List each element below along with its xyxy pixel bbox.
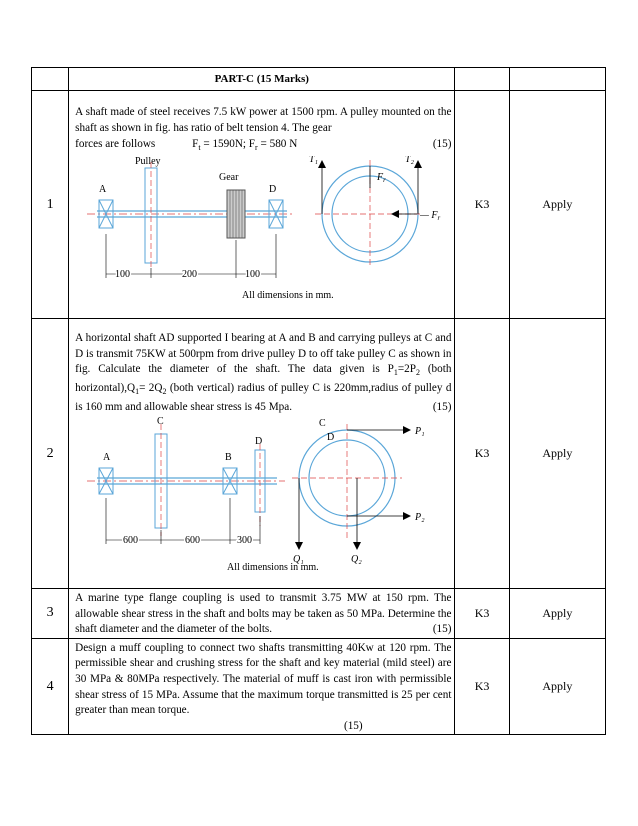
- marks: (15): [432, 623, 452, 636]
- svg-text:200: 200: [181, 268, 197, 280]
- svg-text:All dimensions in mm.: All dimensions in mm.: [241, 289, 334, 301]
- svg-text:C: C: [156, 415, 164, 427]
- svg-text:600: 600: [122, 534, 138, 546]
- question-text: A horizontal shaft AD supported I bearing at A and B and carrying pulleys at C and D is transmit 75KW at 500rpm from drive pulley D to off take pulley C as shown in fig. Calculate the diameter of the shaft. The data given is $P_1=2P_2$ (both $horizontal),Q_1= 2Q_2$ (both vertical) radius of pulley C is 220mm,radius of pulley d is 160 mm and allowable shear stress is 45 Mpa. (15): [69, 329, 454, 415]
- question-row-4: [32, 638, 606, 735]
- svg-text:— Fr: — $F_r$: [419, 209, 441, 222]
- question-cell: [69, 91, 455, 319]
- k-level: K3: [455, 589, 509, 639]
- blooms-level: Apply: [509, 589, 605, 639]
- question-cell: [69, 589, 455, 639]
- k-level: K3: [455, 91, 509, 319]
- header-row: [32, 68, 606, 91]
- svg-text:B: B: [224, 451, 232, 463]
- exam-table: [31, 67, 606, 735]
- question-cell: [69, 638, 455, 735]
- svg-text:100: 100: [114, 268, 130, 280]
- svg-text:D: D: [268, 183, 277, 195]
- header-blank-k: [455, 68, 509, 91]
- k-level: K3: [455, 638, 509, 735]
- blooms-level: Apply: [509, 319, 605, 589]
- question-text: Design a muff coupling to connect two shafts transmitting 40Kw at 120 rpm. The permissible shear and crushing stress for the shaft and key material (mild steel) are 30 MPa & 80MPa respectively. The material of muff is cast iron with permissible shear stress of 15 MPa. Assume that the maximum torque transmitted is 25 per cent greater than mean torque. (15): [69, 639, 454, 735]
- svg-text:D: D: [326, 431, 335, 443]
- marks: (15): [432, 401, 452, 414]
- header-blank-no: [32, 68, 69, 91]
- svg-text:A: A: [102, 451, 111, 463]
- k-level: K3: [455, 319, 509, 589]
- svg-text:Fr: $F_r$: [376, 171, 386, 184]
- shaft-two-pulleys-diagram: [77, 416, 447, 578]
- svg-text:600: 600: [184, 534, 200, 546]
- svg-text:A: A: [98, 183, 107, 195]
- marks: (15): [343, 719, 363, 732]
- svg-text:P₁: P₁: [414, 425, 425, 437]
- svg-text:Q₁: Q₁: [292, 553, 304, 565]
- svg-text:Q₂: Q₂: [350, 553, 362, 565]
- svg-text:100: 100: [244, 268, 260, 280]
- part-title: PART-C (15 Marks): [69, 68, 455, 91]
- header-blank-level: [509, 68, 605, 91]
- question-row-3: [32, 589, 606, 639]
- svg-text:All dimensions in mm.: All dimensions in mm.: [226, 561, 319, 573]
- question-row-2: [32, 319, 606, 589]
- svg-text:T₂: T₂: [404, 155, 414, 165]
- svg-text:P₂: P₂: [414, 511, 425, 523]
- question-cell: [69, 319, 455, 589]
- marks: (15): [432, 137, 452, 150]
- blooms-level: Apply: [509, 638, 605, 735]
- svg-text:C: C: [318, 417, 326, 429]
- question-number: 1: [32, 91, 69, 319]
- svg-text:D: D: [254, 435, 263, 447]
- shaft-pulley-gear-diagram: [77, 156, 447, 306]
- question-number: 2: [32, 319, 69, 589]
- svg-text:T₁: T₁: [308, 155, 318, 165]
- svg-text:300: 300: [236, 534, 252, 546]
- question-number: 4: [32, 638, 69, 735]
- svg-text:Pulley: Pulley: [134, 155, 161, 167]
- blooms-level: Apply: [509, 91, 605, 319]
- question-row-1: [32, 91, 606, 319]
- svg-text:Gear: Gear: [218, 171, 239, 183]
- question-number: 3: [32, 589, 69, 639]
- gear-forces: $F_t = 1590N$; $F_r = 580$ N: [192, 137, 298, 152]
- question-text: A shaft made of steel receives 7.5 kW power at 1500 rpm. A pulley mounted on the shaft as shown in fig. has ratio of belt tension 4. The gear forces are follows $F_t = 1590N$; $F_r = 580$ N (15): [75, 106, 452, 152]
- question-text: A marine type flange coupling is used to transmit 3.75 MW at 150 rpm. The allowable shear stress in the shaft and bolts may be taken as 50 MPa. Determine the shaft diameter and the diameter of the bolts. (15): [69, 589, 454, 638]
